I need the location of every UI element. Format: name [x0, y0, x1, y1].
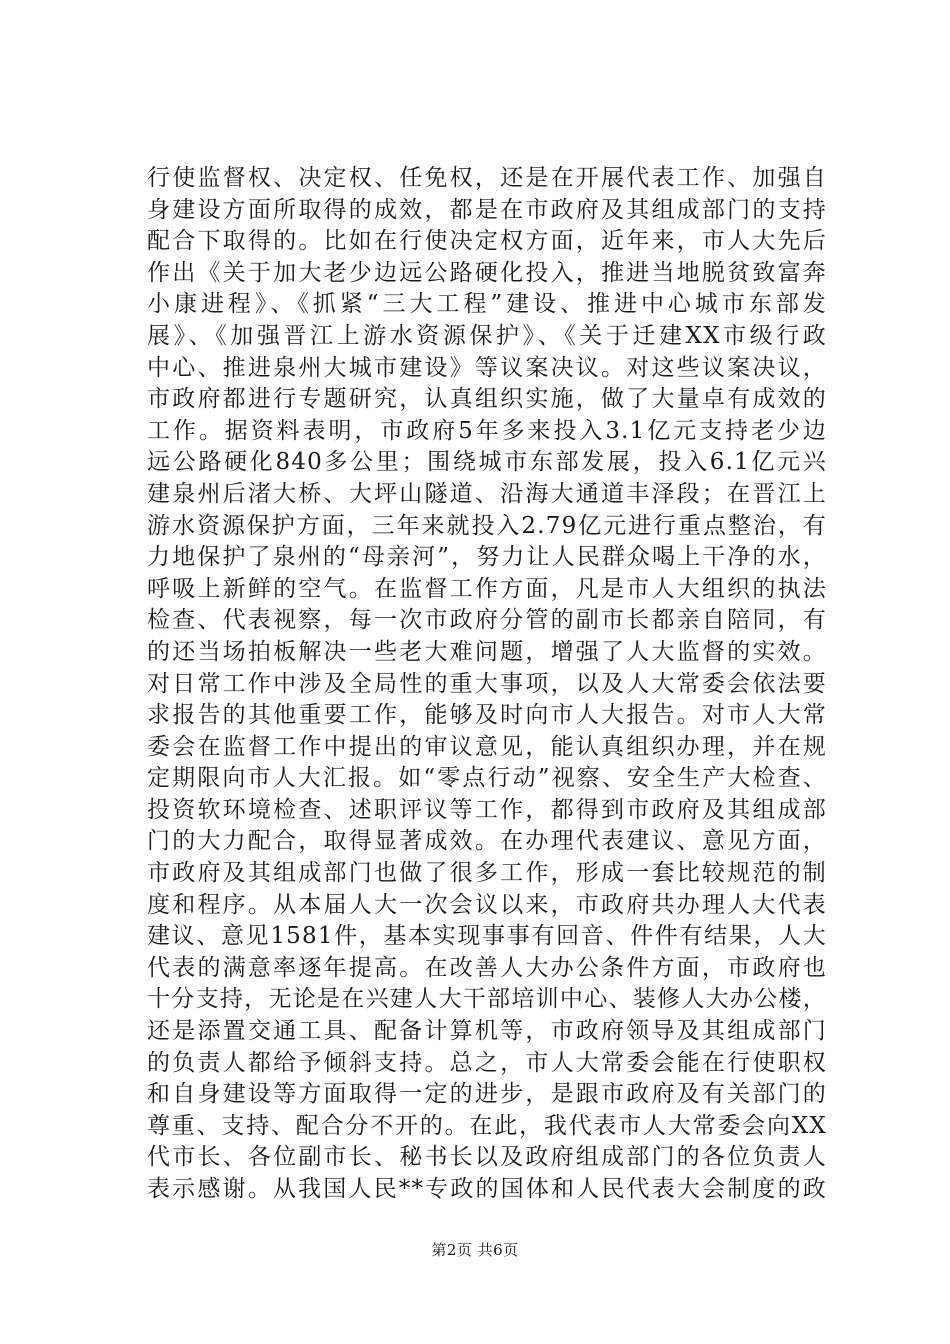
- text-line: 检查、代表视察，每一次市政府分管的副市长都亲自陪同，有: [147, 607, 827, 634]
- text-line: 游水资源保护方面，三年来就投入2.79亿元进行重点整治，有: [147, 512, 827, 539]
- text-line: 远公路硬化840多公里；围绕城市东部发展，投入6.1亿元兴: [147, 449, 827, 476]
- text-line: 中心、推进泉州大城市建设》等议案决议。对这些议案决议，: [147, 354, 827, 381]
- text-line: 度和程序。从本届人大一次会议以来，市政府共办理人大代表: [147, 891, 827, 918]
- text-line: 市政府及其组成部门也做了很多工作，形成一套比较规范的制: [147, 860, 827, 887]
- text-line: 十分支持，无论是在兴建人大干部培训中心、装修人大办公楼，: [147, 986, 827, 1013]
- text-line: 表示感谢。从我国人民**专政的国体和人民代表大会制度的政: [147, 1176, 827, 1202]
- text-line: 建泉州后渚大桥、大坪山隧道、沿海大通道丰泽段；在晋江上: [147, 480, 827, 507]
- text-line: 工作。据资料表明，市政府5年多来投入3.1亿元支持老少边: [147, 417, 827, 444]
- text-line: 的还当场拍板解决一些老大难问题，增强了人大监督的实效。: [147, 638, 827, 665]
- text-line: 投资软环境检查、述职评议等工作，都得到市政府及其组成部: [147, 796, 827, 823]
- page-footer: 第2页 共6页: [431, 1241, 519, 1259]
- text-line: 对日常工作中涉及全局性的重大事项，以及人大常委会依法要: [147, 670, 827, 697]
- text-line: 力地保护了泉州的“母亲河”，努力让人民群众喝上干净的水，: [147, 544, 827, 571]
- text-line: 尊重、支持、配合分不开的。在此，我代表市人大常委会向XX: [147, 1112, 827, 1139]
- body-paragraph: [147, 163, 827, 1206]
- text-line: 和自身建设等方面取得一定的进步，是跟市政府及有关部门的: [147, 1081, 827, 1108]
- text-line: 配合下取得的。比如在行使决定权方面，近年来，市人大先后: [147, 228, 827, 255]
- text-line: 市政府都进行专题研究，认真组织实施，做了大量卓有成效的: [147, 386, 827, 413]
- text-line: 建议、意见1581件，基本实现事事有回音、件件有结果，人大: [147, 923, 827, 950]
- text-line: 呼吸上新鲜的空气。在监督工作方面，凡是市人大组织的执法: [147, 575, 827, 602]
- text-line: 还是添置交通工具、配备计算机等，市政府领导及其组成部门: [147, 1018, 827, 1045]
- text-line: 展》、《加强晋江上游水资源保护》、《关于迁建XX市级行政: [147, 322, 827, 349]
- text-line: 代表的满意率逐年提高。在改善人大办公条件方面，市政府也: [147, 954, 827, 981]
- text-line: 小康进程》、《抓紧“三大工程”建设、推进中心城市东部发: [147, 291, 827, 318]
- text-line: 身建设方面所取得的成效，都是在市政府及其组成部门的支持: [147, 196, 827, 223]
- text-line: 定期限向市人大汇报。如“零点行动”视察、安全生产大检查、: [147, 765, 827, 792]
- text-line: 委会在监督工作中提出的审议意见，能认真组织办理，并在规: [147, 733, 827, 760]
- text-line: 的负责人都给予倾斜支持。总之，市人大常委会能在行使职权: [147, 1049, 827, 1076]
- text-line: 行使监督权、决定权、任免权，还是在开展代表工作、加强自: [147, 165, 827, 191]
- text-line: 门的大力配合，取得显著成效。在办理代表建议、意见方面，: [147, 828, 827, 855]
- text-line: 作出《关于加大老少边远公路硬化投入，推进当地脱贫致富奔: [147, 259, 827, 286]
- text-line: 求报告的其他重要工作，能够及时向市人大报告。对市人大常: [147, 702, 827, 729]
- text-line: 代市长、各位副市长、秘书长以及政府组成部门的各位负责人: [147, 1144, 827, 1171]
